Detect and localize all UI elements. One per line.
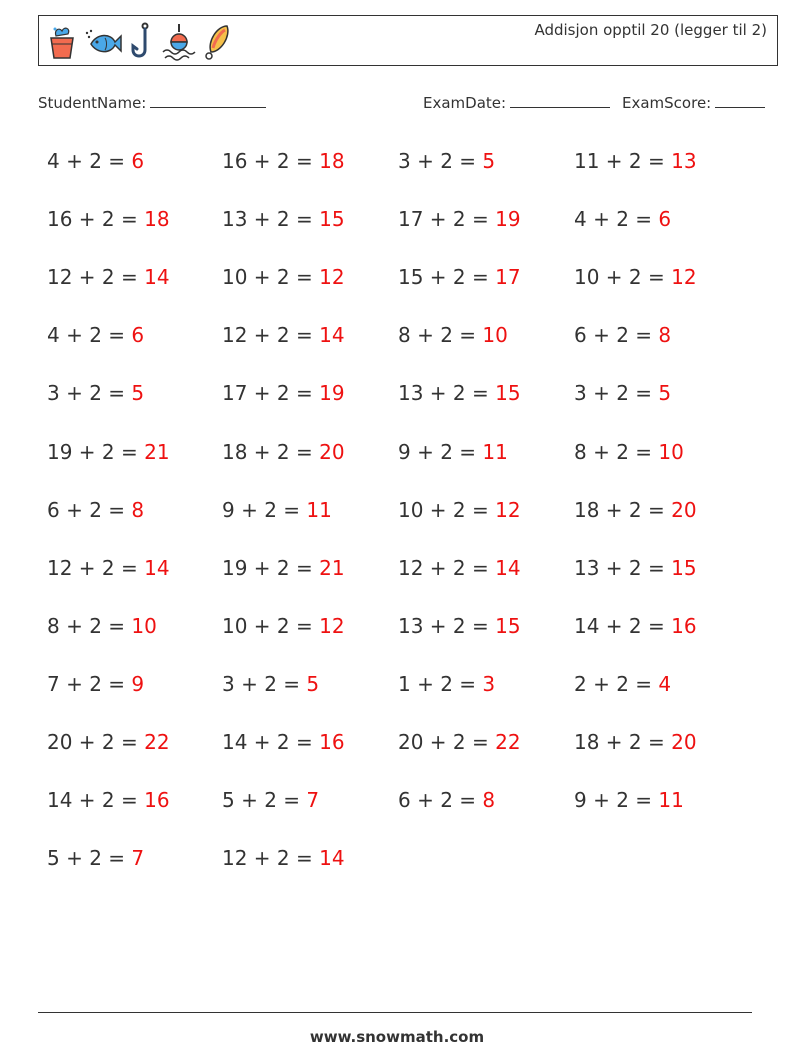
problem-item — [574, 554, 697, 582]
fishing-float-icon — [161, 22, 197, 62]
problem-question: 12 + 2 = — [222, 846, 320, 871]
problem-answer: 8 — [131, 497, 145, 522]
fishing-lure-icon — [203, 22, 233, 62]
problem-answer: 19 — [495, 207, 521, 232]
problem-question: 8 + 2 = — [398, 323, 483, 348]
problem-question: 4 + 2 = — [47, 323, 132, 348]
problem-answer: 4 — [658, 671, 672, 696]
exam-score-blank — [715, 93, 765, 108]
problem-item — [47, 554, 170, 582]
problem-item — [47, 670, 144, 698]
problem-answer: 21 — [144, 439, 170, 464]
problem-question: 6 + 2 = — [574, 323, 659, 348]
problem-answer: 20 — [671, 730, 697, 754]
problem-question: 3 + 2 = — [222, 671, 307, 696]
problem-question: 2 + 2 = — [574, 671, 659, 696]
problem-answer: 15 — [671, 555, 697, 580]
problem-question: 18 + 2 = — [574, 497, 672, 522]
problem-question: 12 + 2 = — [222, 323, 320, 348]
problem-answer: 5 — [658, 381, 672, 406]
problem-item — [398, 612, 521, 640]
problem-answer: 6 — [131, 149, 145, 173]
worksheet-title: Addisjon opptil 20 (legger til 2) — [534, 21, 767, 39]
problem-answer: 21 — [319, 555, 345, 580]
problem-question: 6 + 2 = — [398, 788, 483, 813]
problem-question: 19 + 2 = — [222, 555, 320, 580]
problem-answer: 5 — [482, 149, 496, 173]
problem-question: 8 + 2 = — [47, 613, 132, 638]
problem-item — [222, 379, 345, 407]
student-name-blank — [150, 93, 266, 108]
problem-question: 14 + 2 = — [222, 730, 320, 754]
problem-answer: 11 — [306, 497, 332, 522]
problem-answer: 5 — [131, 381, 145, 406]
problem-answer: 10 — [131, 613, 157, 638]
problem-question: 13 + 2 = — [222, 207, 320, 232]
problem-item — [222, 321, 345, 349]
fish-icon — [83, 27, 123, 57]
problem-question: 3 + 2 = — [47, 381, 132, 406]
problem-item — [47, 786, 170, 814]
problem-question: 19 + 2 = — [47, 439, 145, 464]
student-name-field — [38, 93, 266, 112]
problem-question: 3 + 2 = — [574, 381, 659, 406]
problem-answer: 10 — [658, 439, 684, 464]
problem-question: 10 + 2 = — [398, 497, 496, 522]
problem-question: 18 + 2 = — [574, 730, 672, 754]
problem-item — [574, 612, 697, 640]
problem-question: 12 + 2 = — [47, 265, 145, 290]
fishing-hook-icon — [129, 22, 155, 62]
problem-question: 6 + 2 = — [47, 497, 132, 522]
problem-item — [222, 263, 345, 291]
problem-question: 10 + 2 = — [222, 613, 320, 638]
problem-item — [574, 496, 697, 524]
problem-answer: 14 — [144, 555, 170, 580]
problem-answer: 15 — [495, 381, 521, 406]
problem-answer: 20 — [319, 439, 345, 464]
problem-question: 20 + 2 = — [47, 730, 145, 754]
problem-answer: 13 — [671, 149, 697, 173]
problem-question: 12 + 2 = — [398, 555, 496, 580]
problem-answer: 12 — [319, 265, 345, 290]
problem-question: 10 + 2 = — [574, 265, 672, 290]
problem-question: 4 + 2 = — [574, 207, 659, 232]
problem-item — [47, 612, 157, 640]
problem-item — [47, 205, 170, 233]
problem-item — [398, 205, 521, 233]
problem-answer: 11 — [482, 439, 508, 464]
problem-answer: 14 — [319, 846, 345, 871]
problem-answer: 3 — [482, 671, 496, 696]
exam-score-label: ExamScore: — [622, 94, 712, 112]
footer-divider — [38, 1012, 752, 1013]
problem-item — [398, 670, 495, 698]
problem-answer: 18 — [144, 207, 170, 232]
problem-answer: 8 — [482, 788, 496, 813]
problem-item — [574, 263, 697, 291]
problem-question: 12 + 2 = — [47, 555, 145, 580]
problem-item — [222, 205, 345, 233]
problem-answer: 22 — [495, 730, 521, 754]
problem-item — [574, 379, 671, 407]
problem-answer: 14 — [144, 265, 170, 290]
problem-item — [222, 496, 332, 524]
problem-item — [574, 438, 684, 466]
problem-item — [574, 728, 697, 756]
header-icons — [47, 21, 233, 63]
problem-question: 5 + 2 = — [222, 788, 307, 813]
problem-item — [574, 670, 671, 698]
problem-answer: 12 — [495, 497, 521, 522]
exam-date-blank — [510, 93, 610, 108]
student-name-label: StudentName: — [38, 94, 147, 112]
problem-question: 17 + 2 = — [222, 381, 320, 406]
problem-item — [222, 554, 345, 582]
problem-question: 11 + 2 = — [574, 149, 672, 173]
problem-answer: 9 — [131, 671, 145, 696]
problem-question: 13 + 2 = — [398, 613, 496, 638]
problem-item — [398, 379, 521, 407]
problem-answer: 16 — [671, 613, 697, 638]
problem-answer: 7 — [306, 788, 320, 813]
problem-question: 14 + 2 = — [574, 613, 672, 638]
problem-answer: 10 — [482, 323, 508, 348]
problem-question: 7 + 2 = — [47, 671, 132, 696]
problem-question: 16 + 2 = — [47, 207, 145, 232]
problem-answer: 7 — [131, 846, 145, 871]
problem-answer: 18 — [319, 149, 345, 173]
problem-answer: 19 — [319, 381, 345, 406]
problem-answer: 14 — [495, 555, 521, 580]
problem-item — [222, 612, 345, 640]
problem-item — [222, 147, 345, 175]
problem-question: 15 + 2 = — [398, 265, 496, 290]
problem-item — [47, 438, 170, 466]
problem-question: 20 + 2 = — [398, 730, 496, 754]
problem-question: 18 + 2 = — [222, 439, 320, 464]
problem-item — [574, 321, 671, 349]
problem-item — [47, 728, 170, 756]
problem-item — [47, 844, 144, 872]
problem-question: 5 + 2 = — [47, 846, 132, 871]
footer-url: www.snowmath.com — [309, 1028, 485, 1046]
problem-item — [398, 496, 521, 524]
problem-question: 9 + 2 = — [222, 497, 307, 522]
exam-date-label: ExamDate: — [423, 94, 507, 112]
problem-question: 4 + 2 = — [47, 149, 132, 173]
problem-answer: 12 — [319, 613, 345, 638]
problem-item — [222, 438, 345, 466]
problem-item — [47, 496, 144, 524]
problem-question: 10 + 2 = — [222, 265, 320, 290]
problem-answer: 6 — [658, 207, 672, 232]
problem-question: 3 + 2 = — [398, 149, 483, 173]
problem-question: 13 + 2 = — [574, 555, 672, 580]
problem-item — [398, 321, 508, 349]
problem-item — [222, 670, 319, 698]
problem-question: 9 + 2 = — [398, 439, 483, 464]
problem-item — [47, 147, 144, 175]
problem-question: 8 + 2 = — [574, 439, 659, 464]
problem-answer: 5 — [306, 671, 320, 696]
problem-item — [574, 786, 684, 814]
problem-item — [47, 263, 170, 291]
problem-answer: 14 — [319, 323, 345, 348]
exam-score-field — [622, 93, 765, 112]
problem-item — [222, 786, 319, 814]
problem-item — [47, 321, 144, 349]
problem-item — [222, 728, 345, 756]
problem-question: 16 + 2 = — [222, 149, 320, 173]
problem-answer: 6 — [131, 323, 145, 348]
problem-question: 14 + 2 = — [47, 788, 145, 813]
problem-item — [574, 147, 697, 175]
problem-item — [222, 844, 345, 872]
bucket-icon — [47, 24, 77, 60]
problem-item — [398, 554, 521, 582]
problem-answer: 12 — [671, 265, 697, 290]
problem-answer: 15 — [319, 207, 345, 232]
problem-answer: 11 — [658, 788, 684, 813]
problem-question: 17 + 2 = — [398, 207, 496, 232]
problem-answer: 17 — [495, 265, 521, 290]
problem-item — [398, 728, 521, 756]
problem-item — [47, 379, 144, 407]
problem-answer: 22 — [144, 730, 170, 754]
exam-date-field — [423, 93, 610, 112]
problem-answer: 20 — [671, 497, 697, 522]
problem-item — [398, 147, 495, 175]
problem-question: 13 + 2 = — [398, 381, 496, 406]
problem-item — [574, 205, 671, 233]
problem-answer: 8 — [658, 323, 672, 348]
problem-question: 1 + 2 = — [398, 671, 483, 696]
problem-question: 9 + 2 = — [574, 788, 659, 813]
problem-item — [398, 263, 521, 291]
problem-item — [398, 786, 495, 814]
problem-answer: 16 — [144, 788, 170, 813]
problem-answer: 16 — [319, 730, 345, 754]
worksheet-header — [38, 15, 778, 66]
problem-answer: 15 — [495, 613, 521, 638]
problem-item — [398, 438, 508, 466]
